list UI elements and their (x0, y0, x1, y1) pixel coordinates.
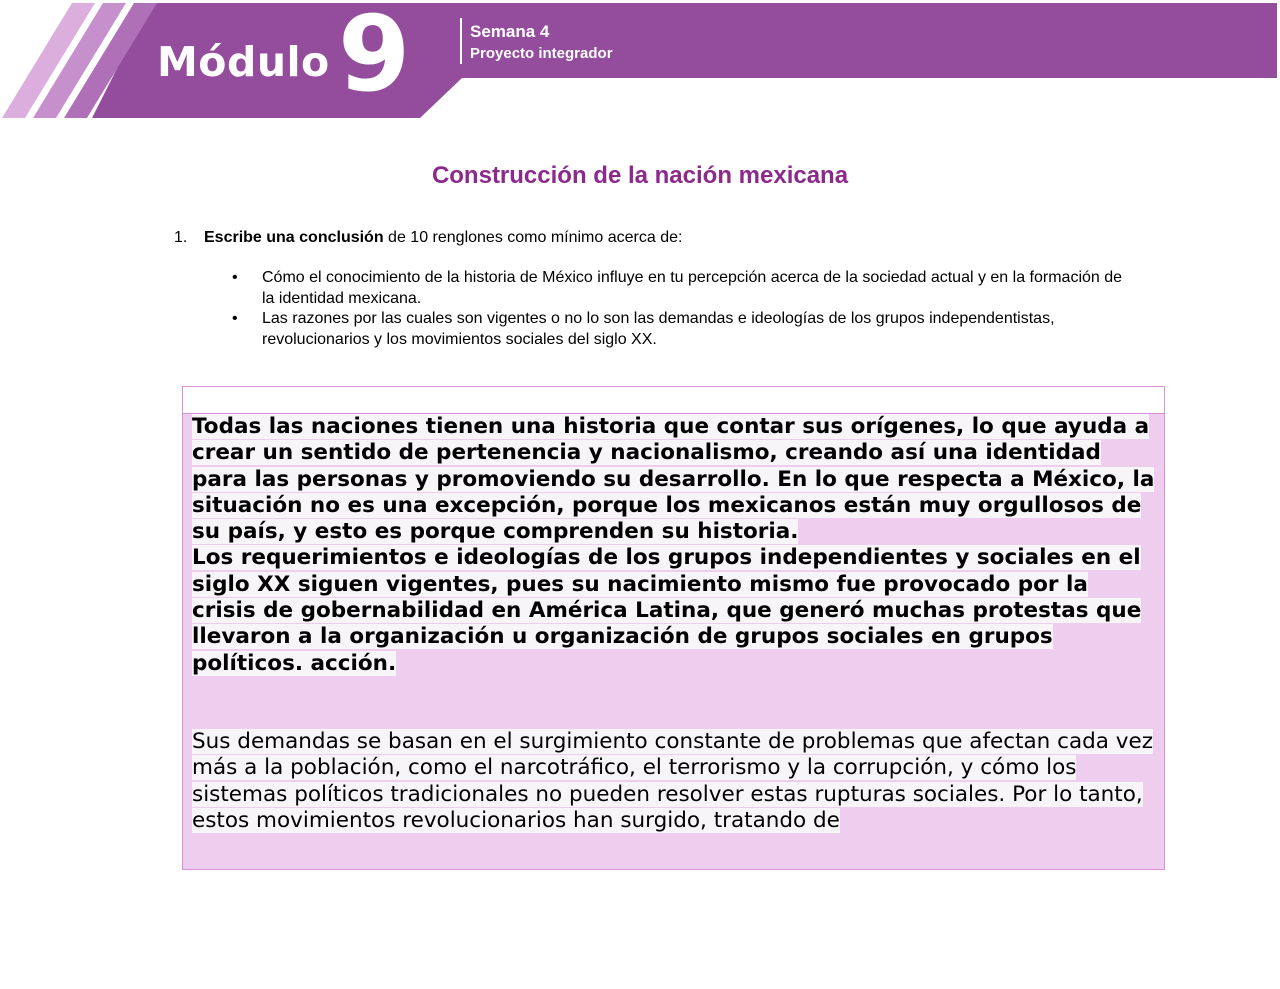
page-title: Construcción de la nación mexicana (431, 162, 849, 189)
bullet-icon: • (232, 269, 238, 286)
bullet-text: Cómo el conocimiento de la historia de México influye en tu percepción acerca de la sociedad actual y en la formación de la identidad mexicana. (262, 269, 1123, 307)
bullet-icon: • (232, 310, 238, 327)
project-label: Proyecto integrador (470, 45, 613, 62)
header-divider (460, 18, 462, 64)
week-label: Semana 4 (470, 22, 550, 41)
answer-box-header (183, 387, 1164, 414)
instruction-text: de 10 renglones como mínimo acerca de: (383, 229, 683, 246)
answer-paragraph-1: Todas las naciones tienen una historia que contar sus orígenes, lo que ayuda a crear un sentido de pertenencia y nacionalismo, creando así una identidad para las personas y promoviendo su desarrollo. En lo que respecta a México, la situación no es una excepción, porque los mexicanos están muy orgullosos de su país, y esto es porque comprenden su historia. (192, 414, 1155, 545)
list-item (232, 268, 1132, 309)
list-item (232, 309, 1132, 350)
answer-box[interactable] (182, 386, 1165, 870)
module-banner (0, 0, 1280, 122)
answer-paragraph-3: Sus demandas se basan en el surgimiento constante de problemas que afectan cada vez más a la población, como el narcotráfico, el terrorismo y la corrupción, y cómo los sistemas políticos tradicionales no pueden resolver estas rupturas sociales. Por lo tanto, estos movimientos revolucionarios han surgido, tratando de (192, 728, 1154, 833)
instruction-item (174, 228, 682, 248)
answer-text[interactable] (192, 414, 1157, 834)
paragraph-gap (192, 677, 1157, 729)
instruction-bold: Escribe una conclusión (204, 229, 384, 246)
bullet-list (232, 268, 1132, 350)
bullet-text: Las razones por las cuales son vigentes o no lo son las demandas e ideologías de los grupos independentistas, revolucionarios y los movimientos sociales del siglo XX. (262, 310, 1055, 348)
module-number: 9 (338, 0, 411, 115)
answer-paragraph-2: Los requerimientos e ideologías de los grupos independientes y sociales en el siglo XX siguen vigentes, pues su nacimiento mismo fue provocado por la crisis de gobernabilidad en América Latina, que generó muchas protestas que llevaron a la organización u organización de grupos sociales en grupos políticos. acción. (192, 545, 1142, 676)
module-label: Módulo (157, 38, 330, 86)
instruction-number: 1. (174, 229, 188, 246)
